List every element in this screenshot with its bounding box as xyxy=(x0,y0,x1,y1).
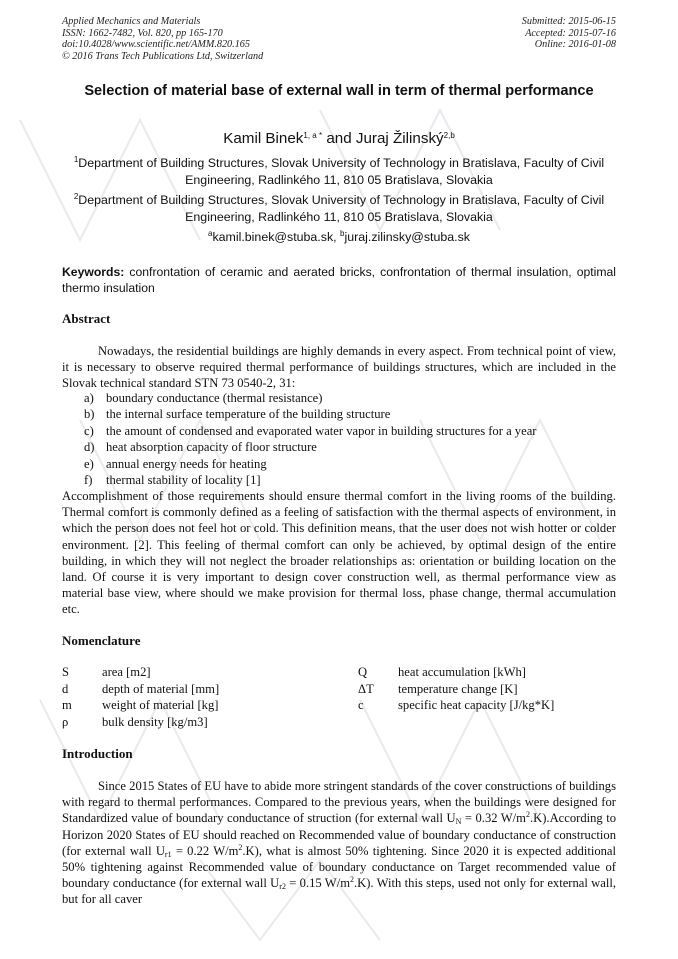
intro-text-2: = 0.32 W/m xyxy=(461,811,526,826)
affiliation-1-sup: 1 xyxy=(73,155,79,164)
list-item-letter: c) xyxy=(84,423,94,438)
list-item-text: the internal surface temperature of the building structure xyxy=(106,407,391,422)
introduction-paragraph xyxy=(62,778,616,908)
list-item-letter: f) xyxy=(84,473,93,488)
intro-sup-1: 2 xyxy=(525,810,530,820)
issn-line: ISSN: 1662-7482, Vol. 820, pp 165-170 xyxy=(62,27,223,39)
author-1-sup: 1, a * xyxy=(303,131,323,140)
list-item-text: heat absorption capacity of floor structure xyxy=(106,440,317,455)
abstract-heading: Abstract xyxy=(62,311,111,326)
author-emails xyxy=(62,229,616,245)
journal-name: Applied Mechanics and Materials xyxy=(62,16,201,27)
affiliation-2-sup: 2 xyxy=(73,192,79,201)
nomenclature-symbol: Q xyxy=(358,665,368,679)
intro-text-7: .K). With this steps, used not only for external wall, but for all caver xyxy=(62,876,617,907)
requirements-list xyxy=(62,390,616,488)
nomenclature-entry xyxy=(62,664,151,680)
author-line xyxy=(62,130,616,148)
nomenclature-symbol: ΔT xyxy=(358,682,374,696)
abstract-intro: Nowadays, the residential buildings are highly demands in every aspect. From technical point of view, it is necessary to observe required thermal performance of buildings structures, which are included in the Slovak technical standard STN 73 0540-2, 31: xyxy=(62,344,616,391)
intro-sub-1: N xyxy=(455,817,462,827)
intro-text-6: = 0.15 W/m xyxy=(285,876,350,891)
online-date: Online: 2016-01-08 xyxy=(534,39,616,51)
nomenclature-entry xyxy=(62,681,219,697)
affiliation-2 xyxy=(62,192,616,226)
nomenclature-entry xyxy=(358,664,526,680)
dates-header xyxy=(522,16,616,51)
doi-line: doi:10.4028/www.scientific.net/AMM.820.165 xyxy=(62,39,250,51)
list-item xyxy=(62,423,616,439)
accepted-date: Accepted: 2015-07-16 xyxy=(525,27,616,39)
intro-text-1: Since 2015 States of EU have to abide more stringent standards of the cover constructions of buildings with regard to thermal performances. Compared to the previous years, when the buildings were designed for Standardized value of boundary conductance of struction (for external wall U xyxy=(62,779,616,826)
email-a[interactable]: kamil.binek@stuba.sk, xyxy=(212,230,341,244)
affiliation-1 xyxy=(62,155,616,189)
nomenclature-desc: specific heat capacity [J/kg*K] xyxy=(398,698,555,712)
author-2: Juraj Žilinský xyxy=(355,130,444,147)
journal-header xyxy=(62,16,263,62)
nomenclature-symbol: m xyxy=(62,698,72,712)
intro-sub-3: r2 xyxy=(279,882,286,892)
nomenclature-desc: weight of material [kg] xyxy=(102,698,219,712)
nomenclature-desc: heat accumulation [kWh] xyxy=(398,665,526,679)
nomenclature-desc: temperature change [K] xyxy=(398,682,518,696)
nomenclature-entry xyxy=(62,714,208,730)
list-item xyxy=(62,456,616,472)
list-item xyxy=(62,406,616,422)
list-item xyxy=(62,472,616,488)
keywords-text: confrontation of ceramic and aerated bricks, confrontation of thermal insulation, optimal thermo insulation xyxy=(62,265,616,295)
list-item-text: annual energy needs for heating xyxy=(106,456,267,471)
intro-sup-3: 2 xyxy=(350,875,354,885)
nomenclature-desc: area [m2] xyxy=(102,665,151,679)
email-b[interactable]: juraj.zilinsky@stuba.sk xyxy=(344,230,470,244)
nomenclature-symbol: c xyxy=(358,698,364,712)
introduction-heading: Introduction xyxy=(62,746,133,761)
nomenclature-entry xyxy=(62,697,218,713)
email-b-sup: b xyxy=(340,229,345,238)
nomenclature-symbol: d xyxy=(62,682,69,696)
list-item-text: boundary conductance (thermal resistance) xyxy=(106,391,323,405)
paper-title: Selection of material base of external wall in term of thermal performance xyxy=(84,83,594,99)
nomenclature-entry xyxy=(358,697,554,713)
nomenclature-desc: depth of material [mm] xyxy=(102,682,220,696)
nomenclature-desc: bulk density [kg/m3] xyxy=(102,715,208,729)
nomenclature-entry xyxy=(358,681,518,697)
affiliation-2-text: Department of Building Structures, Slovak University of Technology in Bratislava, Faculty of Civil Engineering, Radlinkého 11, 810 05 Bratislava, Slovakia xyxy=(78,193,605,224)
author-2-sup: 2,b xyxy=(443,131,455,140)
intro-text-3: .K).According to Horizon 2020 States of EU should reached on Recommended value of boundary conductance of construction (for external wall U xyxy=(62,811,617,858)
list-item-text: thermal stability of locality [1] xyxy=(106,473,261,488)
list-item-letter: b) xyxy=(84,407,95,422)
list-item xyxy=(62,439,616,455)
keywords-label: Keywords: xyxy=(62,265,125,279)
keywords-block xyxy=(62,264,616,296)
list-item xyxy=(62,390,616,406)
submitted-date: Submitted: 2015-06-15 xyxy=(521,16,616,27)
abstract-body: Accomplishment of those requirements should ensure thermal comfort in the living rooms of the building. Thermal comfort is commonly defined as a feeling of satisfaction with the thermal aspects of environment, in which the person does not feel hot or cold. This definition means, that the user does not wish hotter or colder environment. [2]. This feeling of thermal comfort can only be achieved, by optimal design of the entire building, in which they will not neglect the broader relationships as: orientation or building location on the land. Of course it is very important to design cover construction well, as thermal performance view as material base view, where should we make provision for thermal loss, phase change, thermal accumulation etc. xyxy=(62,489,616,617)
nomenclature-symbol: S xyxy=(62,665,70,679)
intro-text-5: .K), what is almost 50% tightening. Since 2020 it is expected additional 50% tightening against Recommended value of boundary conductance on Target recommended value of boundary conductance (for external wall U xyxy=(62,843,617,891)
intro-sub-2: r1 xyxy=(164,849,172,859)
nomenclature-heading: Nomenclature xyxy=(62,633,141,648)
list-item-letter: e) xyxy=(84,456,94,471)
affiliation-1-text: Department of Building Structures, Slovak University of Technology in Bratislava, Faculty of Civil Engineering, Radlinkého 11, 810 05 Bratislava, Slovakia xyxy=(78,156,605,187)
intro-sup-2: 2 xyxy=(238,842,243,852)
list-item-letter: d) xyxy=(84,440,95,455)
list-item-letter: a) xyxy=(84,391,94,405)
intro-text-4: = 0.22 W/m xyxy=(171,843,239,858)
author-1: Kamil Binek xyxy=(223,130,304,147)
copyright-line: © 2016 Trans Tech Publications Ltd, Switzerland xyxy=(62,50,264,62)
nomenclature-symbol: ρ xyxy=(62,715,69,729)
list-item-text: the amount of condensed and evaporated water vapor in building structures for a year xyxy=(106,423,537,438)
email-a-sup: a xyxy=(207,229,213,238)
author-conjunction: and xyxy=(322,130,356,147)
